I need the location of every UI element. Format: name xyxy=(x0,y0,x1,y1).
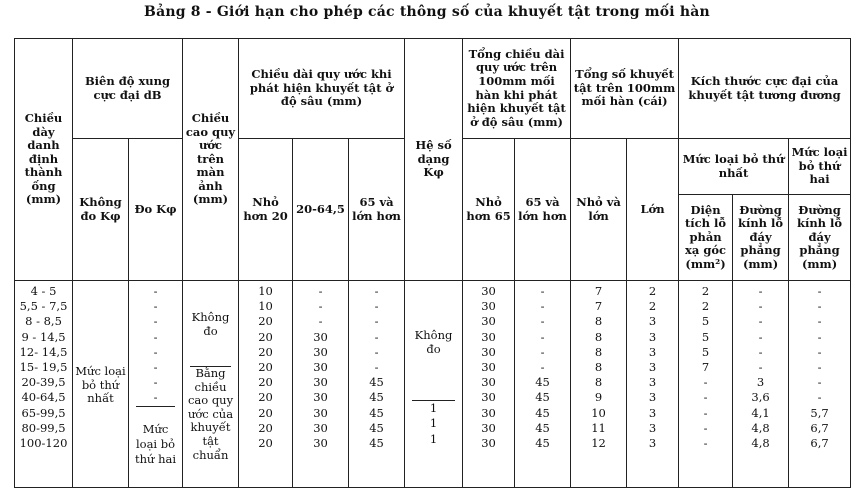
table-cell: 30 xyxy=(481,420,496,435)
table-cell: 3 xyxy=(648,420,657,435)
table-cell: - xyxy=(540,329,545,344)
table-cell: - xyxy=(153,314,158,329)
table-cell: - xyxy=(374,314,379,329)
col-thickness xyxy=(15,281,73,488)
table-cell: 30 xyxy=(313,375,328,390)
table-cell: - xyxy=(758,284,763,298)
table-cell: 45 xyxy=(369,420,384,435)
col-tot-lt65 xyxy=(463,281,515,488)
table-cell: - xyxy=(374,284,379,298)
col-diam1 xyxy=(733,281,789,488)
table-cell: 10 xyxy=(258,299,273,314)
table-cell: 30 xyxy=(313,344,328,359)
table-cell: 9 - 14,5 xyxy=(21,329,66,344)
table-cell: 4,1 xyxy=(751,405,770,420)
table-cell: 4,8 xyxy=(751,420,770,435)
no-k-text: Mức loại bỏ thứ nhất xyxy=(75,364,126,406)
header-area: Diện tích lỗ phản xạ góc (mm²) xyxy=(679,195,733,281)
table-cell: 5 xyxy=(701,329,710,344)
col-len-lt20 xyxy=(239,281,293,488)
table-cell: 20 xyxy=(258,329,273,344)
table-cell: 20 xyxy=(258,420,273,435)
table-cell: - xyxy=(817,314,822,329)
table-cell: 30 xyxy=(313,420,328,435)
table-cell: 30 xyxy=(481,390,496,405)
table-cell: - xyxy=(540,314,545,329)
header-tot-65: 65 và lớn hơn xyxy=(515,139,571,281)
table-cell: - xyxy=(703,390,708,405)
table-cell: 2 xyxy=(648,299,657,314)
table-cell: - xyxy=(540,359,545,374)
table-cell: - xyxy=(153,375,158,390)
table-cell: 5 xyxy=(701,344,710,359)
header-height: Chiều cao quy ước trên màn ảnh (mm) xyxy=(183,39,239,281)
table-cell: - xyxy=(318,284,323,298)
header-count: Tổng số khuyết tật trên 100mm mối hàn (cái) xyxy=(571,39,679,139)
table-cell: 8 xyxy=(594,329,603,344)
table-cell: 8 xyxy=(594,359,603,374)
table-cell: 40-64,5 xyxy=(21,390,66,405)
header-total-length: Tổng chiều dài quy ước trên 100mm mối hàn khi phát hiện khuyết tật ở độ sâu (mm) xyxy=(463,39,571,139)
table-cell: 12- 14,5 xyxy=(19,344,68,359)
cell-no-k xyxy=(73,281,129,488)
table-cell: - xyxy=(703,375,708,390)
table-cell: 45 xyxy=(369,390,384,405)
table-cell: - xyxy=(318,314,323,329)
cell-k-coef xyxy=(405,281,463,488)
table-cell: - xyxy=(374,359,379,374)
table-cell: - xyxy=(758,329,763,344)
table-cell: 45 xyxy=(535,375,550,390)
header-len-65: 65 và lớn hơn xyxy=(349,139,405,281)
table-cell: - xyxy=(153,359,158,374)
header-tot-lt65: Nhỏ hơn 65 xyxy=(463,139,515,281)
table-cell: 30 xyxy=(481,359,496,374)
table-cell: 7 xyxy=(594,284,603,298)
table-cell: - xyxy=(153,299,158,314)
table-cell: - xyxy=(817,390,822,405)
with-k-level2: Mức loại bỏ thứ hai xyxy=(134,421,177,467)
table-cell: 45 xyxy=(535,405,550,420)
table-cell: 30 xyxy=(481,405,496,420)
table-cell: - xyxy=(374,329,379,344)
table-cell: 20 xyxy=(258,375,273,390)
table-cell: 45 xyxy=(535,435,550,450)
table-cell: - xyxy=(540,344,545,359)
table-cell: 15- 19,5 xyxy=(19,359,68,374)
table-cell: - xyxy=(758,359,763,374)
table-cell: - xyxy=(758,299,763,314)
table-cell: 30 xyxy=(313,390,328,405)
header-level2: Mức loại bỏ thứ hai xyxy=(789,139,851,195)
table-cell: 3 xyxy=(648,390,657,405)
table-cell: 6,7 xyxy=(810,435,829,450)
header-diam2: Đường kính lỗ đáy phẳng (mm) xyxy=(789,195,851,281)
table-cell: 5,5 - 7,5 xyxy=(19,299,68,314)
col-area xyxy=(679,281,733,488)
table-cell: 45 xyxy=(535,390,550,405)
header-len-20-64: 20-64,5 xyxy=(293,139,349,281)
table-cell: 4 - 5 xyxy=(30,284,57,298)
cell-height xyxy=(183,281,239,488)
table-cell: 7 xyxy=(701,359,710,374)
col-tot-65 xyxy=(515,281,571,488)
col-len-65 xyxy=(349,281,405,488)
table-cell: 20 xyxy=(258,390,273,405)
table-cell: - xyxy=(703,420,708,435)
table-cell: 10 xyxy=(591,405,606,420)
header-k-coef: Hệ số dạng Kφ xyxy=(405,39,463,281)
table-cell: 30 xyxy=(481,314,496,329)
table-cell: 1 xyxy=(429,431,438,446)
table-cell: - xyxy=(703,435,708,450)
table-cell: 12 xyxy=(591,435,606,450)
table-cell: 65-99,5 xyxy=(21,405,66,420)
table-cell: 11 xyxy=(591,420,606,435)
table-cell: 20-39,5 xyxy=(21,375,66,390)
height-no-measure: Không đo xyxy=(191,310,230,338)
table-cell: 8 - 8,5 xyxy=(25,314,62,329)
table-cell: 20 xyxy=(258,344,273,359)
table-cell: - xyxy=(540,299,545,314)
with-k-dashes xyxy=(131,284,180,406)
table-cell: 20 xyxy=(258,359,273,374)
table-cell: 8 xyxy=(594,314,603,329)
table-cell: 45 xyxy=(535,420,550,435)
table-cell: - xyxy=(758,314,763,329)
table-title: Bảng 8 - Giới hạn cho phép các thông số của khuyết tật trong mối hàn xyxy=(144,4,710,20)
table-cell: 3 xyxy=(756,375,765,390)
table-cell: - xyxy=(153,390,158,405)
height-standard: Bằng chiều cao quy ước của khuyết tật chuẩn xyxy=(187,366,234,462)
header-len-lt20: Nhỏ hơn 20 xyxy=(239,139,293,281)
table-cell: 3 xyxy=(648,435,657,450)
table-cell: 5,7 xyxy=(810,405,829,420)
table-cell: - xyxy=(817,344,822,359)
table-cell: 7 xyxy=(594,299,603,314)
header-with-k: Đo Kφ xyxy=(129,139,183,281)
table-cell: - xyxy=(153,284,158,298)
table-cell: 30 xyxy=(481,344,496,359)
table-cell: 20 xyxy=(258,435,273,450)
table-cell: 3,6 xyxy=(751,390,770,405)
table-cell: 9 xyxy=(594,390,603,405)
header-amplitude: Biên độ xung cực đại dB xyxy=(73,39,183,139)
table-cell: 8 xyxy=(594,375,603,390)
table-cell: 45 xyxy=(369,405,384,420)
table-cell: 80-99,5 xyxy=(21,420,66,435)
table-cell: 30 xyxy=(313,329,328,344)
header-cnt-large: Lớn xyxy=(627,139,679,281)
header-length: Chiều dài quy ước khi phát hiện khuyết tật ở độ sâu (mm) xyxy=(239,39,405,139)
table-cell: 2 xyxy=(701,299,710,314)
table-cell: 45 xyxy=(369,375,384,390)
table-cell: - xyxy=(153,344,158,359)
table-cell: 30 xyxy=(313,435,328,450)
table-cell: 10 xyxy=(258,284,273,298)
header-no-k: Không đo Kφ xyxy=(73,139,129,281)
table-cell: 6,7 xyxy=(810,420,829,435)
table-cell: - xyxy=(758,344,763,359)
table-cell: 3 xyxy=(648,375,657,390)
header-level1: Mức loại bỏ thứ nhất xyxy=(679,139,789,195)
table-cell: - xyxy=(318,299,323,314)
col-cnt-small xyxy=(571,281,627,488)
table-cell: - xyxy=(817,284,822,298)
table-cell: 3 xyxy=(648,344,657,359)
header-cnt-small: Nhỏ và lớn xyxy=(571,139,627,281)
table-cell: - xyxy=(817,299,822,314)
table-cell: 30 xyxy=(481,435,496,450)
table-cell: 3 xyxy=(648,314,657,329)
table-cell: 20 xyxy=(258,405,273,420)
table-cell: - xyxy=(540,284,545,298)
table-cell: 5 xyxy=(701,314,710,329)
table-cell: - xyxy=(817,375,822,390)
table-cell: 30 xyxy=(481,284,496,298)
table-cell: 8 xyxy=(594,344,603,359)
table-cell: - xyxy=(817,359,822,374)
table-cell: 2 xyxy=(648,284,657,298)
table-cell: - xyxy=(817,329,822,344)
col-with-k xyxy=(129,281,183,488)
k-ones xyxy=(407,401,460,447)
table-cell: 2 xyxy=(701,284,710,298)
table-cell: 3 xyxy=(648,329,657,344)
k-no-measure: Không đo xyxy=(414,328,453,356)
table-cell: 1 xyxy=(429,416,438,431)
table-cell: 30 xyxy=(481,299,496,314)
with-k-divider xyxy=(136,406,175,422)
table-cell: 30 xyxy=(481,375,496,390)
table-cell: 30 xyxy=(313,359,328,374)
table-cell: 20 xyxy=(258,314,273,329)
header-thickness: Chiều dày danh định thành ống (mm) xyxy=(15,39,73,281)
table-cell: 30 xyxy=(481,329,496,344)
col-cnt-large xyxy=(627,281,679,488)
defect-limits-table xyxy=(14,38,851,488)
table-cell: 4,8 xyxy=(751,435,770,450)
header-diam1: Đường kính lỗ đáy phẳng (mm) xyxy=(733,195,789,281)
table-cell: 3 xyxy=(648,359,657,374)
col-len-20-64 xyxy=(293,281,349,488)
table-cell: 3 xyxy=(648,405,657,420)
table-cell: - xyxy=(703,405,708,420)
table-cell: 100-120 xyxy=(19,435,68,450)
header-size: Kích thước cực đại của khuyết tật tương đương xyxy=(679,39,851,139)
table-cell: 45 xyxy=(369,435,384,450)
table-cell: 1 xyxy=(429,401,438,416)
table-cell: - xyxy=(153,329,158,344)
table-cell: 30 xyxy=(313,405,328,420)
col-diam2 xyxy=(789,281,851,488)
table-cell: - xyxy=(374,299,379,314)
table-cell: - xyxy=(374,344,379,359)
